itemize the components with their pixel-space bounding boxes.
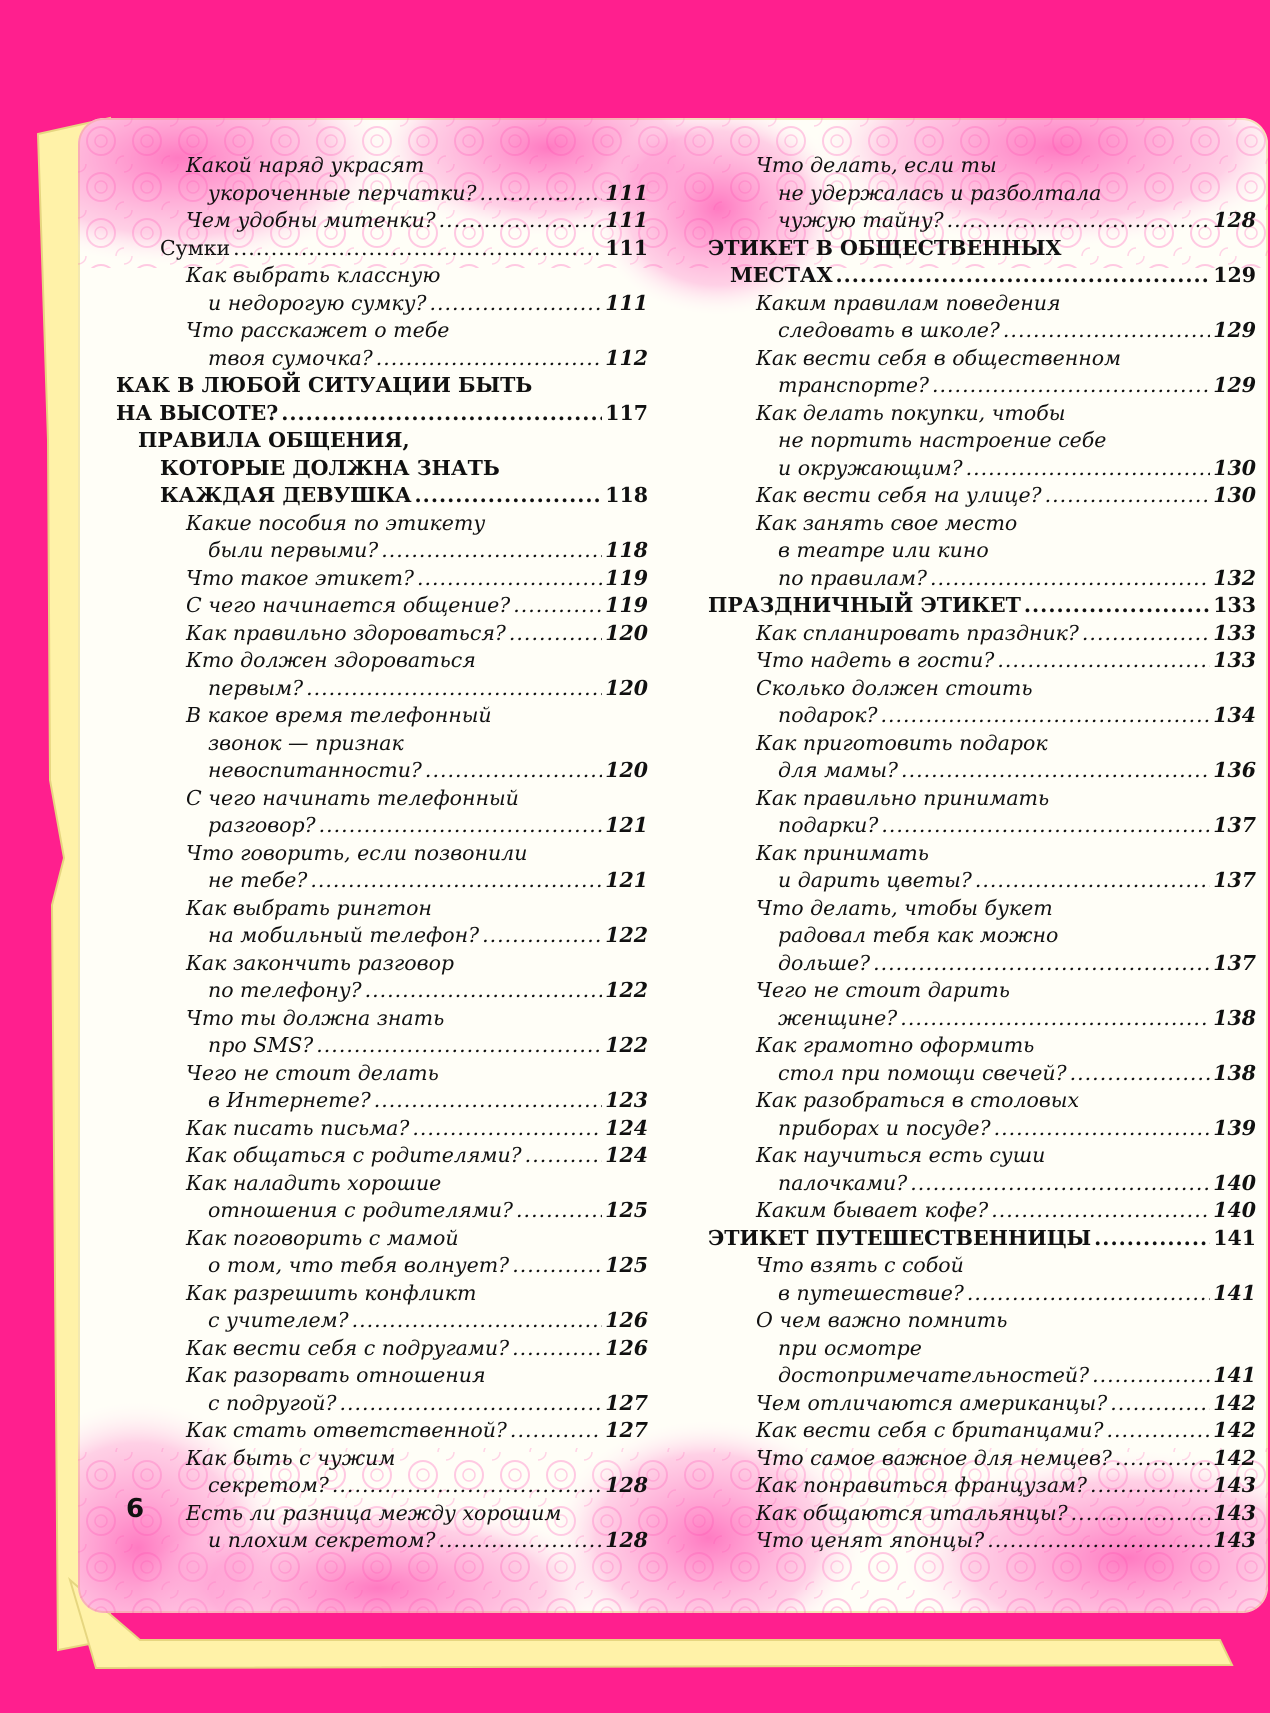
dot-leader [967,1280,1210,1308]
toc-page-number: 137 [1213,868,1256,892]
toc-entry[interactable] [708,1252,1256,1307]
toc-entry-title: транспорте? [778,373,929,397]
dot-leader [365,977,603,1005]
toc-entry-title: Как разрешить конфликт [186,1280,477,1305]
toc-entry-title: и дарить цветы? [778,868,972,892]
toc-entry[interactable] [708,290,1256,345]
toc-entry[interactable] [116,262,648,317]
dot-leader [439,207,603,235]
toc-entry-title: в путешествие? [778,1280,964,1305]
toc-entry[interactable] [708,977,1256,1032]
toc-entry[interactable] [708,1417,1256,1445]
toc-page-number: 143 [1213,1500,1256,1525]
toc-entry[interactable] [708,482,1256,510]
dot-leader [417,565,602,593]
toc-entry[interactable] [116,565,648,593]
toc-page-number: 128 [1213,208,1256,232]
dot-leader [947,207,1211,235]
toc-entry-title: невоспитанности? [208,758,422,782]
toc-page-number: 119 [605,593,648,617]
toc-entry[interactable] [708,1390,1256,1418]
toc-entry[interactable] [708,1500,1256,1528]
dot-leader [881,812,1210,840]
toc-entry-title: Как закончить разговор [186,950,455,975]
toc-entry-title: с подругой? [208,1390,337,1415]
toc-entry-title: женщине? [778,1005,898,1030]
toc-entry[interactable] [116,152,648,207]
dot-leader [310,867,602,895]
toc-entry-title: Чем удобны митенки? [186,208,436,232]
dot-leader [1024,592,1210,620]
toc-entry-title: Как приготовить подарок [756,730,1048,755]
toc-entry-title: ПРАВИЛА ОБЩЕНИЯ, [138,428,410,452]
toc-entry-title: по правилам? [778,565,928,590]
toc-right-column [708,152,1256,1555]
toc-entry-title: Кто должен здороваться [186,648,476,672]
dot-leader [513,592,602,620]
toc-entry[interactable] [116,840,648,895]
toc-page-number: 125 [605,1253,648,1277]
toc-page-number: 124 [605,1115,648,1140]
toc-entry-title: ЭТИКЕТ ПУТЕШЕСТВЕННИЦЫ [708,1225,1092,1250]
toc-entry[interactable] [708,895,1256,978]
dot-leader [1045,482,1211,510]
dot-leader [233,235,602,263]
toc-page-number: 122 [605,1033,648,1057]
toc-entry-title: Как вести себя в общественном [756,345,1122,370]
toc-entry-title: Что ты должна знать [186,1005,445,1030]
toc-entry[interactable] [708,592,1256,620]
toc-entry[interactable] [116,1362,648,1417]
dot-leader [991,1197,1210,1225]
toc-entry-title: разговор? [208,813,316,837]
toc-entry[interactable] [116,427,648,510]
toc-entry[interactable] [708,1142,1256,1197]
dot-leader [512,1252,602,1280]
toc-page-number: 127 [605,1418,648,1442]
toc-entry-title: по телефону? [208,978,362,1002]
dot-leader [332,1472,602,1500]
toc-page-number: 133 [1213,620,1256,645]
toc-entry-title: Как выбрать рингтон [186,895,432,920]
toc-entry-title: Как писать письма? [186,1115,410,1140]
dot-leader [901,757,1210,785]
dot-leader [1092,1362,1210,1390]
toc-entry[interactable] [116,510,648,565]
toc-entry-title: приборах и посуде? [778,1115,991,1140]
toc-entry[interactable] [116,1500,648,1555]
toc-entry[interactable] [708,1445,1256,1473]
toc-entry-title: Как правильно здороваться? [186,620,506,645]
toc-page-number: 138 [1213,1005,1256,1030]
toc-entry-title: Как разобраться в столовых [756,1088,1080,1112]
dot-leader [873,950,1210,978]
toc-entry-title: подарок? [778,703,878,727]
toc-page-number: 118 [605,538,648,562]
toc-page-number: 129 [1213,318,1256,342]
toc-page-number: 119 [605,565,648,590]
toc-entry-title: были первыми? [208,538,379,562]
dot-leader [1003,317,1210,345]
toc-entry-title: Как понравиться французам? [756,1473,1088,1497]
toc-entry[interactable] [116,592,648,620]
dot-leader [516,1197,602,1225]
toc-page-number: 129 [1213,263,1256,287]
toc-entry-title: для мамы? [778,758,899,782]
toc-entry[interactable] [708,400,1256,483]
toc-entry-title: КАК В ЛЮБОЙ СИТУАЦИИ БЫТЬ [116,373,533,397]
toc-entry-title: Каким правилам поведения [756,290,1061,315]
toc-entry-title: и плохим секретом? [208,1528,436,1552]
toc-entry-title: в Интернете? [208,1088,371,1112]
toc-entry-title: укороченные перчатки? [208,180,477,205]
dot-leader [479,180,602,208]
toc-entry[interactable] [116,1225,648,1280]
toc-page-number: 120 [605,620,648,645]
toc-entry[interactable] [708,345,1256,400]
toc-page-number: 124 [605,1143,648,1167]
dot-leader [966,455,1211,483]
dot-leader [525,1142,603,1170]
toc-page-number: 126 [605,1308,648,1332]
toc-entry-title: Как выбрать классную [186,263,441,287]
toc-entry[interactable] [708,1225,1256,1253]
toc-entry-title: Сумки [160,235,231,260]
toc-entry[interactable] [116,1417,648,1445]
toc-page-number: 120 [605,758,648,782]
toc-entry-title: Как вести себя с британцами? [756,1418,1104,1442]
toc-entry[interactable] [116,1445,648,1500]
toc-page-number: 133 [1213,593,1256,617]
toc-entry-title: КАЖДАЯ ДЕВУШКА [160,483,412,507]
toc-entry-title: Как принимать [756,840,929,865]
toc-page-number: 111 [605,290,648,315]
toc-entry-title: о том, что тебя волнует? [208,1253,510,1277]
toc-entry[interactable] [708,510,1256,593]
toc-page-number: 138 [1213,1060,1256,1085]
toc-entry-title: Как грамотно оформить [756,1033,1035,1057]
toc-entry[interactable] [708,1087,1256,1142]
toc-entry[interactable] [708,1032,1256,1087]
toc-page-number: 141 [1213,1363,1256,1387]
dot-leader [415,482,603,510]
toc-page-number: 143 [1213,1473,1256,1497]
dot-leader [510,1417,602,1445]
dot-leader [994,1115,1211,1143]
dot-leader [482,922,602,950]
dot-leader [412,1115,602,1143]
toc-page-number: 137 [1213,813,1256,837]
toc-entry[interactable] [708,730,1256,785]
dot-leader [1094,1225,1210,1253]
toc-left-column [116,152,648,1555]
toc-page-number: 128 [605,1528,648,1552]
toc-entry-title: Как вести себя с подругами? [186,1335,510,1360]
toc-entry-title: секретом? [208,1473,329,1497]
toc-entry[interactable] [708,152,1256,235]
toc-entry-title: В какое время телефонный [186,703,492,727]
toc-entry-title: Что надеть в гости? [756,648,995,672]
toc-page-number: 111 [605,235,648,260]
toc-entry-title: Чем отличаются американцы? [756,1390,1108,1415]
toc-entry-title: С чего начинать телефонный [186,785,519,810]
dot-leader [1110,1390,1210,1418]
toc-entry-title: Что ценят японцы? [756,1528,985,1552]
toc-entry-title: Как поговорить с мамой [186,1225,459,1250]
toc-entry-title: Что говорить, если позвонили [186,840,528,865]
toc-entry[interactable] [116,1005,648,1060]
toc-entry-title: Есть ли разница между хорошим [186,1500,562,1525]
toc-entry-title: ЭТИКЕТ В ОБЩЕСТВЕННЫХ [708,235,1062,260]
toc-entry-title: Что взять с собой [756,1253,964,1277]
toc-entry-title: Что расскажет о тебе [186,318,450,342]
toc-page-number: 136 [1213,758,1256,782]
toc-page-number: 111 [605,180,648,205]
toc-entry-title: Каким бывает кофе? [756,1198,989,1222]
toc-page-number: 125 [605,1198,648,1222]
toc-entry[interactable] [116,372,648,427]
toc-entry-title: Как общаться с родителями? [186,1143,522,1167]
dot-leader [1115,1445,1210,1473]
toc-entry[interactable] [116,1280,648,1335]
toc-entry-title: Какой наряд украсят [186,153,425,177]
dot-leader [997,647,1210,675]
dot-leader [281,400,602,428]
toc-page-number: 130 [1213,455,1256,480]
toc-entry-title: Чего не стоит делать [186,1060,439,1085]
toc-entry-title: Как делать покупки, чтобы [756,400,1066,425]
toc-page-number: 133 [1213,648,1256,672]
toc-entry[interactable] [708,1472,1256,1500]
toc-page-number: 118 [605,483,648,507]
toc-page-number: 129 [1213,373,1256,397]
toc-entry-title: Как правильно принимать [756,785,1050,810]
dot-leader [376,345,602,373]
toc-entry[interactable] [116,1060,648,1115]
toc-entry[interactable] [708,647,1256,675]
toc-entry-title: первым? [208,675,304,700]
toc-page-number: 137 [1213,950,1256,975]
dot-leader [316,1032,602,1060]
toc-entry-title: Как наладить хорошие [186,1170,442,1195]
toc-entry[interactable] [708,840,1256,895]
toc-entry-title: и окружающим? [778,455,963,480]
toc-entry[interactable] [116,1335,648,1363]
toc-entry-title: палочками? [778,1170,908,1195]
page-number: 6 [126,1494,145,1524]
toc-entry-title: достопримечательностей? [778,1363,1090,1387]
toc-entry-title: с учителем? [208,1308,349,1332]
toc-page-number: 143 [1213,1528,1256,1552]
toc-entry[interactable] [116,235,648,263]
dot-leader [900,1005,1210,1033]
toc-entry-title: Как стать ответственной? [186,1418,507,1442]
toc-page-number: 127 [605,1390,648,1415]
toc-entry-title: подарки? [778,813,879,837]
toc-entry-title: не удержалась и разболтала [778,180,1102,205]
dot-leader [930,565,1210,593]
toc-entry-title: чужую тайну? [778,208,944,232]
toc-entry[interactable] [116,317,648,372]
toc-entry-title: не тебе? [208,868,308,892]
toc-page-number: 132 [1213,565,1256,590]
toc-entry-title: Как общаются итальянцы? [756,1500,1068,1525]
toc-entry-title: в театре или кино [778,538,989,562]
dot-leader [429,290,602,318]
toc-entry-title: Что делать, чтобы букет [756,895,1053,920]
toc-entry[interactable] [116,702,648,785]
dot-leader [339,1390,602,1418]
toc-entry[interactable] [116,620,648,648]
toc-entry[interactable] [116,647,648,702]
toc-entry[interactable] [116,785,648,840]
toc-page [78,118,1268,1613]
toc-entry-title: С чего начинается общение? [186,593,511,617]
toc-page-number: 123 [605,1088,648,1112]
dot-leader [836,262,1211,290]
toc-entry[interactable] [708,1307,1256,1390]
toc-entry-title: Чего не стоит дарить [756,978,1010,1002]
toc-page-number: 126 [605,1335,648,1360]
dot-leader [932,372,1210,400]
toc-entry[interactable] [708,235,1256,290]
toc-entry[interactable] [116,895,648,950]
toc-entry-title: твоя сумочка? [208,345,373,370]
toc-entry[interactable] [116,1115,648,1143]
toc-entry-title: МЕСТАХ [730,263,833,287]
toc-page-number: 141 [1213,1280,1256,1305]
toc-entry-title: Как занять свое место [756,510,1018,535]
toc-page-number: 112 [605,345,648,370]
dot-leader [987,1527,1210,1555]
dot-leader [509,620,602,648]
dot-leader [1082,620,1210,648]
toc-page-number: 142 [1213,1390,1256,1415]
toc-entry-title: Как спланировать праздник? [756,620,1079,645]
toc-entry-title: не портить настроение себе [778,428,1107,452]
dot-leader [512,1335,602,1363]
dot-leader [1070,1060,1211,1088]
dot-leader [1106,1417,1210,1445]
toc-entry[interactable] [116,1142,648,1170]
dot-leader [438,1527,602,1555]
toc-entry-title: Как быть с чужим [186,1445,396,1470]
toc-entry-title: на мобильный телефон? [208,923,480,947]
toc-entry-title: стол при помощи свечей? [778,1060,1067,1085]
toc-entry-title: Что делать, если ты [756,153,997,177]
toc-page-number: 111 [605,208,648,232]
toc-page-number: 122 [605,978,648,1002]
toc-page-number: 121 [605,813,648,837]
toc-entry-title: про SMS? [208,1033,314,1057]
dot-leader [910,1170,1210,1198]
toc-entry-title: и недорогую сумку? [208,290,427,315]
toc-page-number: 142 [1213,1445,1256,1470]
toc-entry[interactable] [116,1170,648,1225]
toc-entry[interactable] [116,207,648,235]
toc-entry[interactable] [708,620,1256,648]
toc-entry-title: дольше? [778,950,871,975]
toc-page-number: 141 [1213,1225,1256,1250]
dot-leader [880,702,1210,730]
toc-page-number: 130 [1213,483,1256,507]
toc-page-number: 120 [605,675,648,700]
toc-page-number: 140 [1213,1198,1256,1222]
toc-page-number: 139 [1213,1115,1256,1140]
toc-entry-title: Что самое важное для немцев? [756,1445,1112,1470]
toc-entry[interactable] [708,785,1256,840]
dot-leader [1071,1500,1211,1528]
toc-entry[interactable] [708,675,1256,730]
toc-entry[interactable] [708,1527,1256,1555]
toc-entry-title: КОТОРЫЕ ДОЛЖНА ЗНАТЬ [160,455,500,480]
toc-page-number: 117 [605,400,648,425]
toc-entry-title: радовал тебя как можно [778,923,1059,947]
dot-leader [1090,1472,1210,1500]
toc-entry-title: при осмотре [778,1335,922,1360]
toc-entry-title: Как научиться есть суши [756,1143,1046,1167]
toc-entry-title: отношения с родителями? [208,1198,514,1222]
toc-entry-title: звонок — признак [208,730,404,755]
toc-entry-title: следовать в школе? [778,318,1000,342]
dot-leader [352,1307,603,1335]
toc-page-number: 128 [605,1473,648,1497]
toc-entry-title: О чем важно помнить [756,1308,1008,1332]
dot-leader [306,675,602,703]
dot-leader [425,757,602,785]
toc-entry-title: ПРАЗДНИЧНЫЙ ЭТИКЕТ [708,593,1021,617]
toc-page-number: 121 [605,868,648,892]
toc-entry-title: Сколько должен стоить [756,675,1033,700]
toc-entry-title: Как разорвать отношения [186,1363,486,1387]
toc-entry-title: Что такое этикет? [186,565,414,590]
toc-page-number: 142 [1213,1418,1256,1442]
dot-leader [319,812,603,840]
toc-entry[interactable] [708,1197,1256,1225]
toc-page-number: 140 [1213,1170,1256,1195]
toc-entry-title: Как вести себя на улице? [756,483,1042,507]
toc-page-number: 122 [605,923,648,947]
dot-leader [374,1087,602,1115]
toc-entry-title: НА ВЫСОТЕ? [116,400,279,425]
dot-leader [975,867,1210,895]
toc-entry-title: Какие пособия по этикету [186,510,486,535]
toc-entry[interactable] [116,950,648,1005]
dot-leader [381,537,602,565]
toc-page-number: 134 [1213,703,1256,727]
